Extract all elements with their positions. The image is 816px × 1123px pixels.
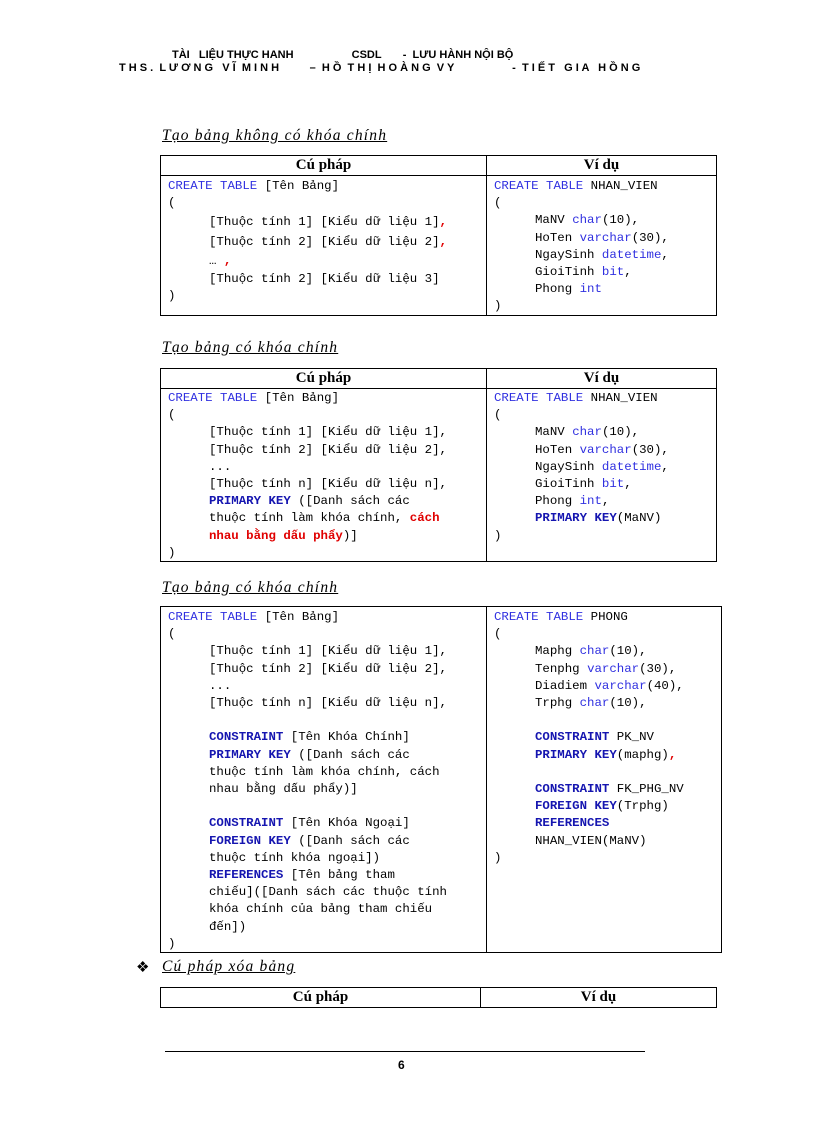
code-text: …	[209, 253, 224, 268]
code-text: ,	[601, 494, 610, 509]
code-paren: (	[494, 408, 502, 423]
code-text: Diadiem	[535, 678, 595, 693]
code-text: [Thuộc tính 1] [Kiểu dữ liệu 1]	[209, 215, 440, 230]
code-text: thuộc tính làm khóa chính, cách	[209, 764, 440, 779]
kw-create: CREATE	[168, 179, 213, 193]
kw-type: varchar	[587, 661, 640, 676]
header-line-1: TÀI LIỆU THỰC HANH CSDL - LƯU HÀNH NỘI BỘ	[172, 49, 514, 61]
kw-foreign-key: FOREIGN KEY	[209, 833, 291, 848]
code-text: [Thuộc tính 2] [Kiểu dữ liệu 2],	[209, 661, 447, 676]
column-header-syntax: Cú pháp	[161, 156, 487, 176]
code-text: nhau bằng dấu phẩy)]	[209, 782, 358, 797]
code-text: [Thuộc tính 2] [Kiểu dữ liệu 2],	[209, 442, 447, 457]
kw-primary-key: PRIMARY KEY	[535, 511, 617, 526]
code-text: [Tên Bảng]	[257, 610, 340, 624]
code-text: ,	[661, 459, 669, 474]
code-text: (30),	[631, 230, 669, 245]
kw-constraint: CONSTRAINT	[535, 730, 610, 745]
code-paren: )	[494, 528, 502, 543]
kw-create: CREATE	[494, 179, 539, 193]
code-text: ...	[209, 459, 232, 474]
code-text: NHAN_VIEN	[583, 391, 658, 405]
code-text: NgaySinh	[535, 459, 602, 474]
code-text: [Thuộc tính n] [Kiểu dữ liệu n],	[209, 477, 447, 492]
kw-type: bit	[601, 477, 625, 492]
code-text: GioiTinh	[535, 477, 602, 492]
code-text: NHAN_VIEN(MaNV)	[535, 833, 647, 848]
code-paren: (	[168, 627, 176, 642]
column-header-example: Ví dụ	[487, 156, 717, 176]
header-line-2: T H S . L Ư Ơ N G V Ĩ M I N H – H Ồ T H Ị H O À N G V Y - T I Ế T G I A H Ồ N G	[119, 62, 641, 74]
code-text: [Tên Bảng]	[257, 179, 340, 193]
kw-type: datetime	[601, 247, 662, 262]
code-text: đến])	[209, 919, 247, 934]
code-text: FK_PHG_NV	[609, 782, 684, 796]
kw-create: CREATE	[494, 610, 539, 624]
kw-references: REFERENCES	[209, 868, 284, 883]
code-text: HoTen	[535, 230, 580, 245]
code-text: MaNV	[535, 213, 573, 228]
code-paren: )	[494, 850, 502, 865]
code-text: (10),	[601, 425, 640, 440]
code-comma: ,	[668, 747, 677, 762]
kw-table: TABLE	[538, 610, 584, 624]
code-text: chiếu]([Danh sách các thuộc tính	[209, 885, 447, 900]
kw-references: REFERENCES	[535, 816, 610, 831]
kw-type: int	[579, 282, 602, 297]
code-text: [Tên Bảng]	[257, 391, 340, 405]
kw-primary-key: PRIMARY KEY	[209, 494, 291, 509]
kw-type: char	[579, 696, 610, 711]
page-number: 6	[398, 1058, 405, 1072]
code-text: [Tên bảng tham	[283, 868, 395, 883]
code-paren: )	[168, 289, 176, 304]
code-text: ,	[624, 265, 632, 280]
code-highlight: nhau bằng dấu phẩy	[209, 528, 343, 543]
code-text: thuộc tính khóa ngoại])	[209, 850, 381, 865]
code-comma: ,	[439, 234, 447, 249]
syntax-table-with-pk	[160, 368, 717, 562]
code-text: ,	[661, 247, 669, 262]
kw-constraint: CONSTRAINT	[535, 782, 610, 796]
example-cell	[487, 176, 717, 316]
code-text: HoTen	[535, 442, 580, 457]
code-text: (40),	[646, 678, 684, 693]
code-paren: (	[494, 627, 502, 642]
code-text: ([Danh sách các	[290, 494, 410, 509]
section-title-with-pk: Tạo bảng có khóa chính	[162, 339, 339, 356]
code-text: ([Danh sách các	[290, 747, 410, 762]
code-text: khóa chính của bảng tham chiếu	[209, 902, 433, 917]
code-paren: )	[168, 545, 176, 560]
syntax-cell	[161, 607, 487, 953]
code-text: (10),	[609, 644, 647, 659]
code-text: [Thuộc tính 2] [Kiểu dữ liệu 2]	[209, 234, 440, 249]
kw-table: TABLE	[212, 391, 258, 405]
code-text: [Thuộc tính 1] [Kiểu dữ liệu 1],	[209, 425, 447, 440]
footer-divider	[165, 1051, 645, 1052]
code-text: [Thuộc tính 1] [Kiểu dữ liệu 1],	[209, 644, 447, 659]
kw-type: datetime	[601, 459, 662, 474]
kw-create: CREATE	[168, 610, 213, 624]
code-text: [Tên Khóa Chính]	[283, 730, 410, 745]
code-text: NgaySinh	[535, 247, 602, 262]
code-text: MaNV	[535, 425, 573, 440]
code-text: )]	[342, 528, 358, 543]
kw-table: TABLE	[212, 179, 258, 193]
code-paren: )	[168, 936, 176, 951]
section-title-drop-table: Cú pháp xóa bảng	[162, 958, 296, 975]
syntax-cell	[161, 389, 487, 562]
kw-constraint: CONSTRAINT	[209, 730, 284, 745]
code-text: (MaNV)	[616, 511, 662, 526]
kw-constraint: CONSTRAINT	[209, 816, 284, 831]
code-text: (30),	[631, 442, 669, 457]
kw-table: TABLE	[212, 610, 258, 624]
code-text: Phong	[535, 282, 580, 297]
code-text: (Trphg)	[616, 799, 669, 814]
kw-type: int	[579, 494, 602, 509]
code-text: (maphg)	[616, 747, 669, 762]
kw-table: TABLE	[538, 179, 584, 193]
code-text: GioiTinh	[535, 265, 602, 280]
code-text: [Tên Khóa Ngoại]	[283, 816, 410, 831]
syntax-table-constraints	[160, 606, 722, 953]
code-text: ...	[209, 678, 232, 693]
code-text: (10),	[601, 213, 640, 228]
section-title-no-pk: Tạo bảng không có khóa chính	[162, 127, 388, 144]
kw-primary-key: PRIMARY KEY	[209, 747, 291, 762]
code-paren: (	[168, 196, 176, 211]
code-paren: (	[494, 196, 502, 211]
code-text: (10),	[609, 696, 647, 711]
kw-foreign-key: FOREIGN KEY	[535, 799, 617, 814]
code-text: (30),	[639, 661, 677, 676]
code-text: Phong	[535, 494, 580, 509]
code-text: ([Danh sách các	[290, 833, 410, 848]
kw-create: CREATE	[494, 391, 539, 405]
kw-type: varchar	[594, 678, 647, 693]
kw-type: varchar	[579, 442, 632, 457]
bullet-icon: ❖	[136, 959, 150, 976]
code-text: [Thuộc tính 2] [Kiểu dữ liệu 3]	[209, 272, 440, 287]
code-text: NHAN_VIEN	[583, 179, 658, 193]
code-text: PK_NV	[609, 730, 654, 745]
kw-table: TABLE	[538, 391, 584, 405]
code-text: ,	[624, 477, 632, 492]
kw-type: char	[572, 425, 602, 440]
column-header-example: Ví dụ	[487, 369, 717, 389]
column-header-example: Ví dụ	[481, 988, 717, 1008]
code-text: thuộc tính làm khóa chính,	[209, 511, 410, 526]
syntax-table-drop	[160, 987, 717, 1008]
code-text: [Thuộc tính n] [Kiểu dữ liệu n],	[209, 696, 447, 711]
section-title-with-constraints: Tạo bảng có khóa chính	[162, 579, 339, 596]
code-text: PHONG	[583, 610, 628, 624]
syntax-cell	[161, 176, 487, 316]
kw-type: char	[572, 213, 602, 228]
code-text: Trphg	[535, 696, 580, 711]
code-comma: ,	[223, 253, 232, 268]
code-comma: ,	[439, 215, 447, 230]
code-paren: (	[168, 408, 176, 423]
code-highlight: cách	[409, 511, 440, 526]
column-header-syntax: Cú pháp	[161, 369, 487, 389]
code-text: Tenphg	[535, 661, 588, 676]
example-cell	[487, 607, 722, 953]
kw-type: bit	[601, 265, 625, 280]
kw-type: char	[579, 644, 610, 659]
kw-create: CREATE	[168, 391, 213, 405]
example-cell	[487, 389, 717, 562]
kw-type: varchar	[579, 230, 632, 245]
code-paren: )	[494, 299, 502, 314]
kw-primary-key: PRIMARY KEY	[535, 747, 617, 762]
code-text: Maphg	[535, 644, 580, 659]
syntax-table-no-pk	[160, 155, 717, 316]
column-header-syntax: Cú pháp	[161, 988, 481, 1008]
